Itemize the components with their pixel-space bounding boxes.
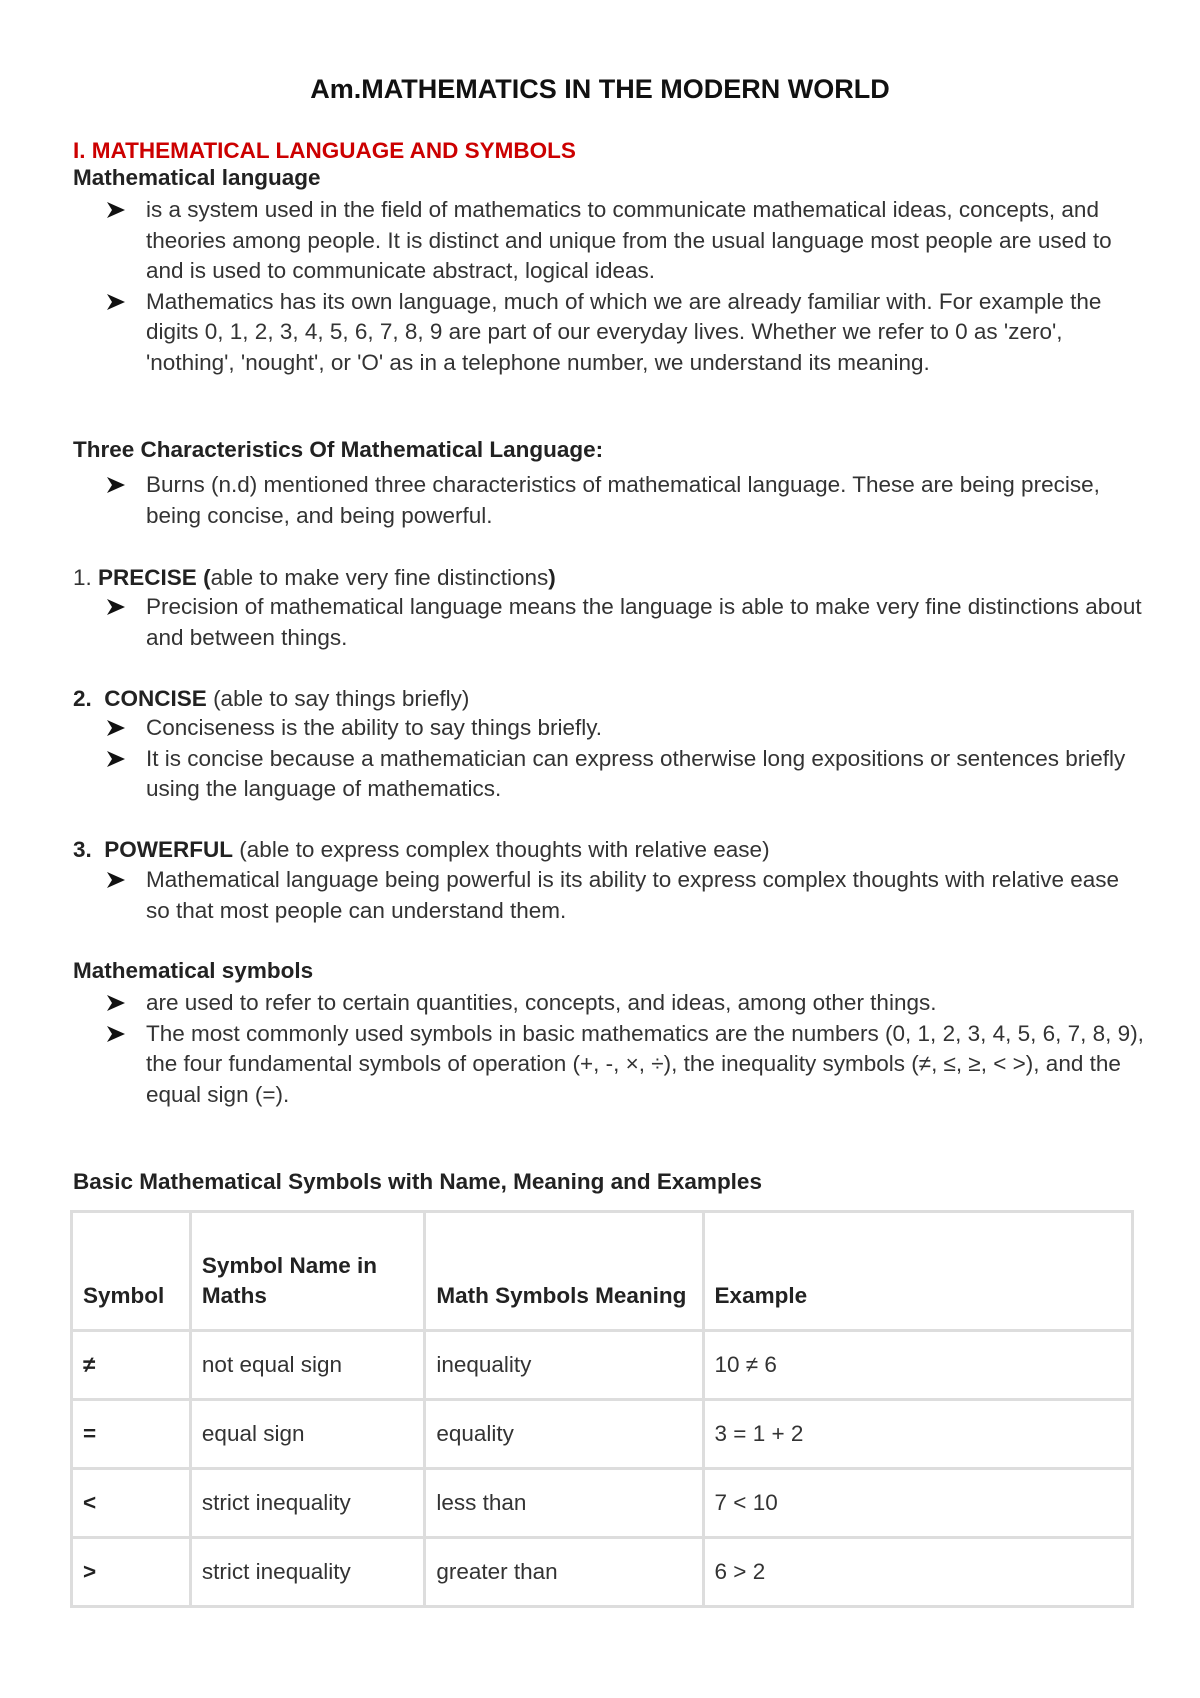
list-item xyxy=(106,713,1146,744)
symbol-cell: ≠ xyxy=(72,1331,191,1400)
concise-number: 2. xyxy=(73,686,92,711)
column-header: Symbol xyxy=(72,1212,191,1331)
list-item xyxy=(106,744,1146,805)
symbol-cell: > xyxy=(72,1538,191,1607)
math-language-heading: Mathematical language xyxy=(73,165,321,190)
arrow-bullet-icon xyxy=(106,988,146,1012)
column-header: Example xyxy=(703,1212,1132,1331)
table-title: Basic Mathematical Symbols with Name, Meaning and Examples xyxy=(73,1169,762,1194)
arrow-bullet-icon xyxy=(106,287,146,311)
powerful-list xyxy=(106,865,1146,926)
characteristics-list xyxy=(106,470,1146,531)
table-row xyxy=(72,1469,1133,1538)
bullet-text: The most commonly used symbols in basic mathematics are the numbers (0, 1, 2, 3, 4, 5, 6, 7, 8, 9), the four fundamental symbols of operation (+, -, ×, ÷), the inequality symbols (≠, ≤, ≥, < >), and the equal sign (=). xyxy=(146,1020,1144,1107)
bullet-text: Mathematical language being powerful is its ability to express complex thoughts with relative ease so that most people can understand them. xyxy=(146,867,1120,923)
section-heading: I. MATHEMATICAL LANGUAGE AND SYMBOLS xyxy=(73,138,576,163)
precise-close-paren: ) xyxy=(548,565,556,590)
name-cell: equal sign xyxy=(190,1400,424,1469)
document-title: Am.MATHEMATICS IN THE MODERN WORLD xyxy=(310,74,890,104)
powerful-number: 3. xyxy=(73,837,92,862)
name-cell: strict inequality xyxy=(190,1469,424,1538)
bullet-text: It is concise because a mathematician can express otherwise long expositions or sentences briefly using the language of mathematics. xyxy=(146,745,1126,801)
math-symbols-list xyxy=(106,988,1146,1110)
powerful-heading xyxy=(73,837,770,863)
arrow-bullet-icon xyxy=(106,865,146,889)
arrow-bullet-icon xyxy=(106,470,146,494)
name-cell: not equal sign xyxy=(190,1331,424,1400)
table-row xyxy=(72,1400,1133,1469)
precise-open-paren: ( xyxy=(203,565,211,590)
math-language-list xyxy=(106,195,1146,378)
meaning-cell: equality xyxy=(425,1400,703,1469)
math-symbols-heading: Mathematical symbols xyxy=(73,958,314,983)
example-cell: 10 ≠ 6 xyxy=(703,1331,1132,1400)
symbol-cell: = xyxy=(72,1400,191,1469)
list-item xyxy=(106,1019,1146,1111)
concise-term: CONCISE xyxy=(104,686,207,711)
column-header: Math Symbols Meaning xyxy=(425,1212,703,1331)
name-cell: strict inequality xyxy=(190,1538,424,1607)
concise-list xyxy=(106,713,1146,805)
meaning-cell: greater than xyxy=(425,1538,703,1607)
bullet-text: Precision of mathematical language means the language is able to make very fine distinctions about and between things. xyxy=(146,594,1142,650)
arrow-bullet-icon xyxy=(106,744,146,768)
symbols-table xyxy=(70,1210,1134,1608)
example-cell: 6 > 2 xyxy=(703,1538,1132,1607)
arrow-bullet-icon xyxy=(106,713,146,737)
bullet-text: is a system used in the field of mathematics to communicate mathematical ideas, concepts, and theories among people. It is distinct and unique from the usual language most people are used to and is used to communicate abstract, logical ideas. xyxy=(146,197,1112,283)
bullet-text: Conciseness is the ability to say things briefly. xyxy=(146,715,603,740)
example-cell: 7 < 10 xyxy=(703,1469,1132,1538)
arrow-bullet-icon xyxy=(106,1019,146,1043)
table-row xyxy=(72,1538,1133,1607)
list-item xyxy=(106,470,1146,531)
precise-heading xyxy=(73,565,556,591)
powerful-term: POWERFUL xyxy=(104,837,234,862)
bullet-text: Mathematics has its own language, much of which we are already familiar with. For example the digits 0, 1, 2, 3, 4, 5, 6, 7, 8, 9 are part of our everyday lives. Whether we refer to 0 as 'zero', 'nothing', 'nought', or 'O' as in a telephone number, we understand its meaning. xyxy=(146,288,1102,375)
powerful-description: (able to express complex thoughts with relative ease) xyxy=(239,837,770,862)
example-cell: 3 = 1 + 2 xyxy=(703,1400,1132,1469)
meaning-cell: inequality xyxy=(425,1331,703,1400)
concise-description: (able to say things briefly) xyxy=(213,686,470,711)
list-item xyxy=(106,287,1146,379)
concise-heading xyxy=(73,686,469,712)
meaning-cell: less than xyxy=(425,1469,703,1538)
arrow-bullet-icon xyxy=(106,195,146,219)
table-header-row xyxy=(72,1212,1133,1331)
bullet-text: Burns (n.d) mentioned three characteristics of mathematical language. These are being precise, being concise, and being powerful. xyxy=(146,472,1100,528)
column-header: Symbol Name in Maths xyxy=(190,1212,424,1331)
list-item xyxy=(106,195,1146,287)
list-item xyxy=(106,592,1146,653)
symbol-cell: < xyxy=(72,1469,191,1538)
precise-number: 1. xyxy=(73,565,92,590)
list-item xyxy=(106,865,1146,926)
precise-description: able to make very fine distinctions xyxy=(210,565,549,590)
arrow-bullet-icon xyxy=(106,592,146,616)
table-row xyxy=(72,1331,1133,1400)
list-item xyxy=(106,988,1146,1019)
precise-list xyxy=(106,592,1146,653)
bullet-text: are used to refer to certain quantities, concepts, and ideas, among other things. xyxy=(146,990,937,1015)
precise-term: PRECISE xyxy=(98,565,197,590)
characteristics-heading: Three Characteristics Of Mathematical Language: xyxy=(73,437,604,462)
